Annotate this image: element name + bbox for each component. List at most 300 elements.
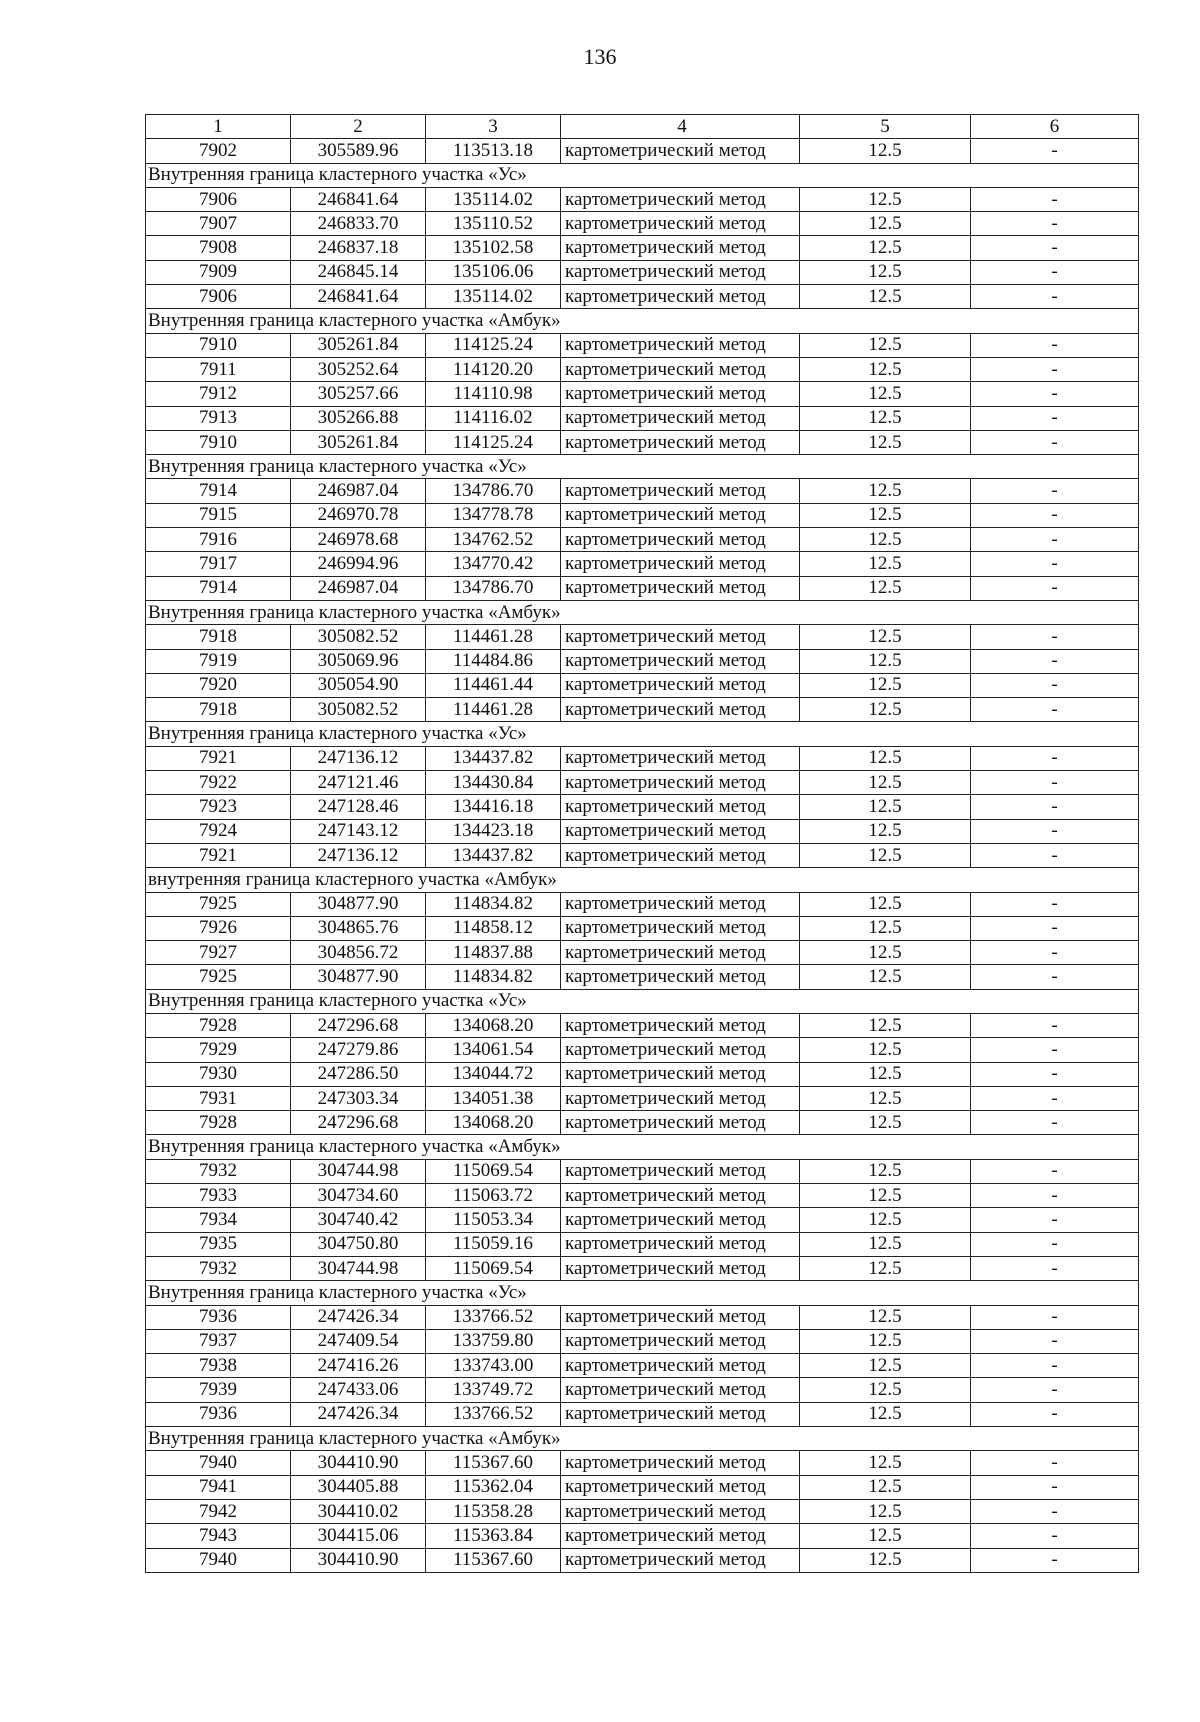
point-number-cell: 7933 [146,1184,291,1208]
table-header-row [146,115,1139,139]
x-coordinate-cell: 305257.66 [291,382,426,406]
table-row [146,236,1139,260]
y-coordinate-cell: 133743.00 [426,1354,561,1378]
x-coordinate-cell: 247136.12 [291,746,426,770]
y-coordinate-cell: 114837.88 [426,941,561,965]
method-cell: картометрический метод [561,965,800,989]
table-row [146,625,1139,649]
y-coordinate-cell: 134423.18 [426,819,561,843]
method-cell: картометрический метод [561,1524,800,1548]
method-cell: картометрический метод [561,260,800,284]
accuracy-cell: 12.5 [800,236,971,260]
section-title: Внутренняя граница кластерного участка «Амбук» [146,1135,1139,1159]
accuracy-cell: 12.5 [800,479,971,503]
table-row [146,1111,1139,1135]
method-cell: картометрический метод [561,941,800,965]
point-number-cell: 7940 [146,1451,291,1475]
section-row [146,1135,1139,1159]
accuracy-cell: 12.5 [800,503,971,527]
accuracy-cell: 12.5 [800,771,971,795]
table-row [146,1402,1139,1426]
accuracy-cell: 12.5 [800,819,971,843]
table-row [146,1232,1139,1256]
method-cell: картометрический метод [561,1499,800,1523]
y-coordinate-cell: 135102.58 [426,236,561,260]
x-coordinate-cell: 247426.34 [291,1402,426,1426]
x-coordinate-cell: 246978.68 [291,528,426,552]
header-cell-4: 4 [561,115,800,139]
x-coordinate-cell: 305252.64 [291,357,426,381]
accuracy-cell: 12.5 [800,430,971,454]
point-number-cell: 7925 [146,892,291,916]
x-coordinate-cell: 247121.46 [291,771,426,795]
y-coordinate-cell: 134044.72 [426,1062,561,1086]
y-coordinate-cell: 115069.54 [426,1159,561,1183]
note-cell: - [971,406,1139,430]
x-coordinate-cell: 247286.50 [291,1062,426,1086]
table-row [146,892,1139,916]
x-coordinate-cell: 246833.70 [291,212,426,236]
method-cell: картометрический метод [561,673,800,697]
accuracy-cell: 12.5 [800,1256,971,1280]
table-row [146,941,1139,965]
note-cell: - [971,1086,1139,1110]
y-coordinate-cell: 133749.72 [426,1378,561,1402]
y-coordinate-cell: 115059.16 [426,1232,561,1256]
table-row [146,139,1139,163]
section-row [146,163,1139,187]
method-cell: картометрический метод [561,552,800,576]
accuracy-cell: 12.5 [800,1062,971,1086]
accuracy-cell: 12.5 [800,1402,971,1426]
accuracy-cell: 12.5 [800,795,971,819]
accuracy-cell: 12.5 [800,260,971,284]
point-number-cell: 7939 [146,1378,291,1402]
x-coordinate-cell: 246841.64 [291,285,426,309]
accuracy-cell: 12.5 [800,1038,971,1062]
method-cell: картометрический метод [561,333,800,357]
accuracy-cell: 12.5 [800,1451,971,1475]
point-number-cell: 7908 [146,236,291,260]
table-row [146,795,1139,819]
point-number-cell: 7914 [146,479,291,503]
y-coordinate-cell: 114834.82 [426,965,561,989]
section-title: Внутренняя граница кластерного участка «Ус» [146,722,1139,746]
note-cell: - [971,941,1139,965]
note-cell: - [971,576,1139,600]
note-cell: - [971,819,1139,843]
x-coordinate-cell: 305082.52 [291,625,426,649]
table-row [146,1499,1139,1523]
y-coordinate-cell: 134068.20 [426,1111,561,1135]
table-row [146,1354,1139,1378]
note-cell: - [971,649,1139,673]
section-row [146,1281,1139,1305]
table-row [146,1451,1139,1475]
section-title: Внутренняя граница кластерного участка «Амбук» [146,309,1139,333]
point-number-cell: 7924 [146,819,291,843]
x-coordinate-cell: 304744.98 [291,1159,426,1183]
table-row [146,1184,1139,1208]
table-row [146,1038,1139,1062]
point-number-cell: 7943 [146,1524,291,1548]
note-cell: - [971,965,1139,989]
method-cell: картометрический метод [561,1548,800,1572]
accuracy-cell: 12.5 [800,406,971,430]
y-coordinate-cell: 134770.42 [426,552,561,576]
method-cell: картометрический метод [561,1232,800,1256]
accuracy-cell: 12.5 [800,698,971,722]
section-title: Внутренняя граница кластерного участка «Ус» [146,1281,1139,1305]
accuracy-cell: 12.5 [800,1013,971,1037]
x-coordinate-cell: 247296.68 [291,1013,426,1037]
point-number-cell: 7914 [146,576,291,600]
table-body [146,139,1139,1573]
method-cell: картометрический метод [561,746,800,770]
method-cell: картометрический метод [561,1111,800,1135]
note-cell: - [971,1232,1139,1256]
x-coordinate-cell: 246987.04 [291,479,426,503]
note-cell: - [971,1305,1139,1329]
x-coordinate-cell: 246837.18 [291,236,426,260]
point-number-cell: 7934 [146,1208,291,1232]
x-coordinate-cell: 247409.54 [291,1329,426,1353]
y-coordinate-cell: 134430.84 [426,771,561,795]
point-number-cell: 7920 [146,673,291,697]
table-row [146,1013,1139,1037]
method-cell: картометрический метод [561,649,800,673]
method-cell: картометрический метод [561,1159,800,1183]
y-coordinate-cell: 134786.70 [426,576,561,600]
method-cell: картометрический метод [561,1013,800,1037]
point-number-cell: 7936 [146,1305,291,1329]
method-cell: картометрический метод [561,1354,800,1378]
x-coordinate-cell: 247296.68 [291,1111,426,1135]
method-cell: картометрический метод [561,236,800,260]
y-coordinate-cell: 133766.52 [426,1305,561,1329]
accuracy-cell: 12.5 [800,528,971,552]
table-row [146,212,1139,236]
table-row [146,1256,1139,1280]
y-coordinate-cell: 115363.84 [426,1524,561,1548]
point-number-cell: 7931 [146,1086,291,1110]
note-cell: - [971,1256,1139,1280]
x-coordinate-cell: 304877.90 [291,965,426,989]
x-coordinate-cell: 247279.86 [291,1038,426,1062]
note-cell: - [971,1548,1139,1572]
y-coordinate-cell: 135110.52 [426,212,561,236]
section-row [146,1427,1139,1451]
table-row [146,260,1139,284]
note-cell: - [971,1159,1139,1183]
x-coordinate-cell: 247303.34 [291,1086,426,1110]
point-number-cell: 7923 [146,795,291,819]
table-row [146,1548,1139,1572]
y-coordinate-cell: 115358.28 [426,1499,561,1523]
x-coordinate-cell: 304744.98 [291,1256,426,1280]
y-coordinate-cell: 114116.02 [426,406,561,430]
y-coordinate-cell: 114461.44 [426,673,561,697]
table-row [146,649,1139,673]
note-cell: - [971,552,1139,576]
accuracy-cell: 12.5 [800,843,971,867]
method-cell: картометрический метод [561,698,800,722]
y-coordinate-cell: 135114.02 [426,285,561,309]
table-row [146,357,1139,381]
table-row [146,673,1139,697]
table-row [146,771,1139,795]
x-coordinate-cell: 304410.90 [291,1451,426,1475]
coordinates-table [145,114,1139,1573]
x-coordinate-cell: 305589.96 [291,139,426,163]
point-number-cell: 7911 [146,357,291,381]
y-coordinate-cell: 134061.54 [426,1038,561,1062]
table-row [146,746,1139,770]
y-coordinate-cell: 134762.52 [426,528,561,552]
point-number-cell: 7927 [146,941,291,965]
table-row [146,1329,1139,1353]
accuracy-cell: 12.5 [800,625,971,649]
method-cell: картометрический метод [561,1086,800,1110]
point-number-cell: 7932 [146,1159,291,1183]
accuracy-cell: 12.5 [800,941,971,965]
point-number-cell: 7917 [146,552,291,576]
y-coordinate-cell: 115362.04 [426,1475,561,1499]
table-row [146,819,1139,843]
accuracy-cell: 12.5 [800,649,971,673]
method-cell: картометрический метод [561,916,800,940]
note-cell: - [971,285,1139,309]
note-cell: - [971,528,1139,552]
accuracy-cell: 12.5 [800,552,971,576]
y-coordinate-cell: 114484.86 [426,649,561,673]
table-row [146,406,1139,430]
x-coordinate-cell: 304750.80 [291,1232,426,1256]
table-row [146,552,1139,576]
note-cell: - [971,1184,1139,1208]
method-cell: картометрический метод [561,285,800,309]
note-cell: - [971,698,1139,722]
accuracy-cell: 12.5 [800,285,971,309]
point-number-cell: 7937 [146,1329,291,1353]
table-row [146,333,1139,357]
point-number-cell: 7915 [146,503,291,527]
section-title: Внутренняя граница кластерного участка «Амбук» [146,600,1139,624]
table-row [146,916,1139,940]
note-cell: - [971,1111,1139,1135]
point-number-cell: 7938 [146,1354,291,1378]
method-cell: картометрический метод [561,795,800,819]
y-coordinate-cell: 133759.80 [426,1329,561,1353]
table-row [146,1475,1139,1499]
section-title: Внутренняя граница кластерного участка «Ус» [146,455,1139,479]
method-cell: картометрический метод [561,430,800,454]
accuracy-cell: 12.5 [800,916,971,940]
accuracy-cell: 12.5 [800,1184,971,1208]
y-coordinate-cell: 114834.82 [426,892,561,916]
note-cell: - [971,1208,1139,1232]
table-row [146,576,1139,600]
accuracy-cell: 12.5 [800,1499,971,1523]
y-coordinate-cell: 135106.06 [426,260,561,284]
method-cell: картометрический метод [561,139,800,163]
note-cell: - [971,1013,1139,1037]
section-title: Внутренняя граница кластерного участка «Ус» [146,989,1139,1013]
section-title: внутренняя граница кластерного участка «Амбук» [146,868,1139,892]
x-coordinate-cell: 247128.46 [291,795,426,819]
point-number-cell: 7929 [146,1038,291,1062]
y-coordinate-cell: 115069.54 [426,1256,561,1280]
note-cell: - [971,625,1139,649]
point-number-cell: 7925 [146,965,291,989]
table-row [146,479,1139,503]
note-cell: - [971,1451,1139,1475]
y-coordinate-cell: 135114.02 [426,187,561,211]
method-cell: картометрический метод [561,357,800,381]
y-coordinate-cell: 134437.82 [426,843,561,867]
header-cell-1: 1 [146,115,291,139]
x-coordinate-cell: 246994.96 [291,552,426,576]
x-coordinate-cell: 247416.26 [291,1354,426,1378]
table-row [146,843,1139,867]
accuracy-cell: 12.5 [800,1111,971,1135]
table-row [146,698,1139,722]
table-row [146,1305,1139,1329]
accuracy-cell: 12.5 [800,1354,971,1378]
point-number-cell: 7932 [146,1256,291,1280]
x-coordinate-cell: 304865.76 [291,916,426,940]
x-coordinate-cell: 304856.72 [291,941,426,965]
y-coordinate-cell: 134068.20 [426,1013,561,1037]
point-number-cell: 7936 [146,1402,291,1426]
point-number-cell: 7926 [146,916,291,940]
header-cell-3: 3 [426,115,561,139]
y-coordinate-cell: 115367.60 [426,1451,561,1475]
section-row [146,868,1139,892]
method-cell: картометрический метод [561,1378,800,1402]
header-cell-2: 2 [291,115,426,139]
method-cell: картометрический метод [561,187,800,211]
method-cell: картометрический метод [561,771,800,795]
table-row [146,1524,1139,1548]
accuracy-cell: 12.5 [800,1548,971,1572]
y-coordinate-cell: 134786.70 [426,479,561,503]
x-coordinate-cell: 305261.84 [291,333,426,357]
accuracy-cell: 12.5 [800,1475,971,1499]
x-coordinate-cell: 304410.90 [291,1548,426,1572]
accuracy-cell: 12.5 [800,382,971,406]
point-number-cell: 7928 [146,1013,291,1037]
y-coordinate-cell: 114461.28 [426,625,561,649]
x-coordinate-cell: 247136.12 [291,843,426,867]
point-number-cell: 7921 [146,746,291,770]
point-number-cell: 7910 [146,430,291,454]
header-cell-6: 6 [971,115,1139,139]
accuracy-cell: 12.5 [800,1305,971,1329]
point-number-cell: 7941 [146,1475,291,1499]
accuracy-cell: 12.5 [800,1086,971,1110]
x-coordinate-cell: 305082.52 [291,698,426,722]
point-number-cell: 7918 [146,698,291,722]
table-row [146,382,1139,406]
method-cell: картометрический метод [561,843,800,867]
note-cell: - [971,139,1139,163]
x-coordinate-cell: 246845.14 [291,260,426,284]
method-cell: картометрический метод [561,479,800,503]
note-cell: - [971,1475,1139,1499]
accuracy-cell: 12.5 [800,212,971,236]
note-cell: - [971,1378,1139,1402]
point-number-cell: 7935 [146,1232,291,1256]
point-number-cell: 7942 [146,1499,291,1523]
y-coordinate-cell: 114125.24 [426,430,561,454]
x-coordinate-cell: 247426.34 [291,1305,426,1329]
method-cell: картометрический метод [561,503,800,527]
point-number-cell: 7907 [146,212,291,236]
point-number-cell: 7909 [146,260,291,284]
x-coordinate-cell: 305054.90 [291,673,426,697]
x-coordinate-cell: 305261.84 [291,430,426,454]
note-cell: - [971,236,1139,260]
x-coordinate-cell: 304405.88 [291,1475,426,1499]
point-number-cell: 7906 [146,285,291,309]
accuracy-cell: 12.5 [800,1159,971,1183]
point-number-cell: 7910 [146,333,291,357]
table-row [146,965,1139,989]
method-cell: картометрический метод [561,819,800,843]
method-cell: картометрический метод [561,1208,800,1232]
table-row [146,1378,1139,1402]
section-title: Внутренняя граница кластерного участка «Ус» [146,163,1139,187]
accuracy-cell: 12.5 [800,1232,971,1256]
x-coordinate-cell: 305069.96 [291,649,426,673]
method-cell: картометрический метод [561,1038,800,1062]
y-coordinate-cell: 114125.24 [426,333,561,357]
point-number-cell: 7902 [146,139,291,163]
method-cell: картометрический метод [561,406,800,430]
x-coordinate-cell: 246987.04 [291,576,426,600]
accuracy-cell: 12.5 [800,333,971,357]
note-cell: - [971,430,1139,454]
note-cell: - [971,795,1139,819]
x-coordinate-cell: 304415.06 [291,1524,426,1548]
method-cell: картометрический метод [561,1329,800,1353]
note-cell: - [971,673,1139,697]
y-coordinate-cell: 113513.18 [426,139,561,163]
x-coordinate-cell: 247143.12 [291,819,426,843]
y-coordinate-cell: 114461.28 [426,698,561,722]
note-cell: - [971,1499,1139,1523]
x-coordinate-cell: 246841.64 [291,187,426,211]
point-number-cell: 7913 [146,406,291,430]
note-cell: - [971,843,1139,867]
page-number: 136 [583,44,617,69]
method-cell: картометрический метод [561,382,800,406]
table-row [146,430,1139,454]
note-cell: - [971,1329,1139,1353]
method-cell: картометрический метод [561,528,800,552]
method-cell: картометрический метод [561,1475,800,1499]
accuracy-cell: 12.5 [800,187,971,211]
accuracy-cell: 12.5 [800,1524,971,1548]
method-cell: картометрический метод [561,1305,800,1329]
accuracy-cell: 12.5 [800,576,971,600]
y-coordinate-cell: 115063.72 [426,1184,561,1208]
note-cell: - [971,746,1139,770]
method-cell: картометрический метод [561,1062,800,1086]
method-cell: картометрический метод [561,1451,800,1475]
note-cell: - [971,1038,1139,1062]
